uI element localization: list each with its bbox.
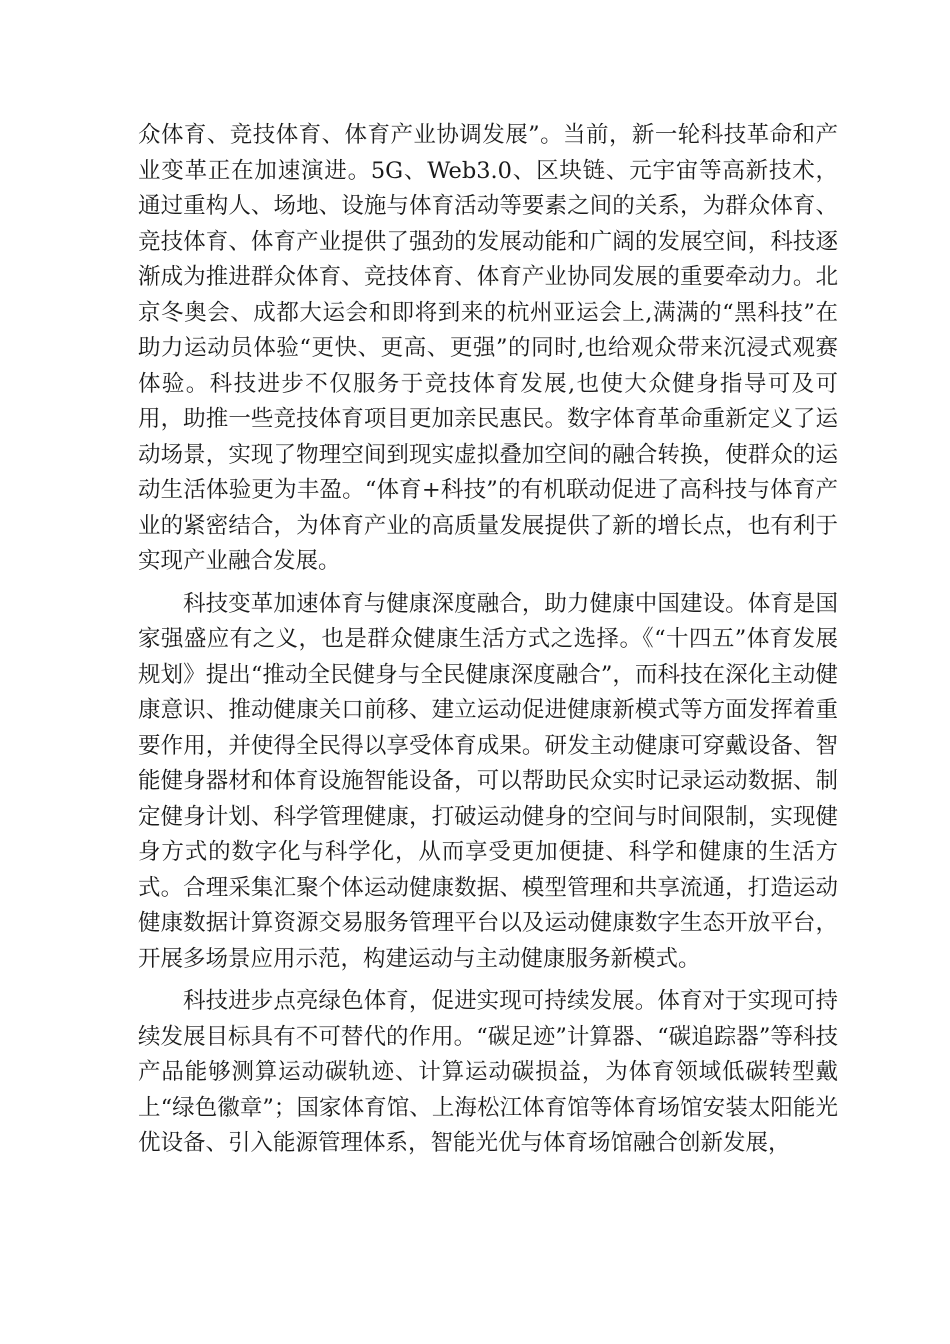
paragraph-2: 科技变革加速体育与健康深度融合，助力健康中国建设。体育是国家强盛应有之义，也是群众健康生活方式之选择。《“十四五”体育发展规划》提出“推动全民健身与全民健康深度融合”，而科技在深化主动健康意识、推动健康关口前移、建立运动促进健康新模式等方面发挥着重要作用，并使得全民得以享受体育成果。研发主动健康可穿戴设备、智能健身器材和体育设施智能设备，可以帮助民众实时记录运动数据、制定健身计划、科学管理健康，打破运动健身的空间与时间限制，实现健身方式的数字化与科学化，从而享受更加便捷、科学和健康的生活方式。合理采集汇聚个体运动健康数据、模型管理和共享流通，打造运动健康数据计算资源交易服务管理平台以及运动健康数字生态开放平台，开展多场景应用示范，构建运动与主动健康服务新模式。 xyxy=(138,590,838,972)
paragraph-3: 科技进步点亮绿色体育，促进实现可持续发展。体育对于实现可持续发展目标具有不可替代的作用。“碳足迹”计算器、“碳追踪器”等科技产品能够测算运动碳轨迹、计算运动碳损益，为体育领域低碳转型戴上“绿色徽章”；国家体育馆、上海松江体育馆等体育场馆安装太阳能光优设备、引入能源管理体系，智能光优与体育场馆融合创新发展， xyxy=(138,988,838,1156)
body-text xyxy=(138,118,838,1162)
paragraph-1: 众体育、竞技体育、体育产业协调发展”。当前，新一轮科技革命和产业变革正在加速演进。5G、Web3.0、区块链、元宇宙等高新技术，通过重构人、场地、设施与体育活动等要素之间的关系，为群众体育、竞技体育、体育产业提供了强劲的发展动能和广阔的发展空间，科技逐渐成为推进群众体育、竞技体育、体育产业协同发展的重要牵动力。北京冬奥会、成都大运会和即将到来的杭州亚运会上,满满的“黑科技”在助力运动员体验“更快、更高、更强”的同时,也给观众带来沉浸式观赛体验。科技进步不仅服务于竞技体育发展,也使大众健身指导可及可用，助推一些竞技体育项目更加亲民惠民。数字体育革命重新定义了运动场景，实现了物理空间到现实虚拟叠加空间的融合转换，使群众的运动生活体验更为丰盈。“体育+科技”的有机联动促进了高科技与体育产业的紧密结合，为体育产业的高质量发展提供了新的增长点，也有利于实现产业融合发展。 xyxy=(138,122,838,574)
